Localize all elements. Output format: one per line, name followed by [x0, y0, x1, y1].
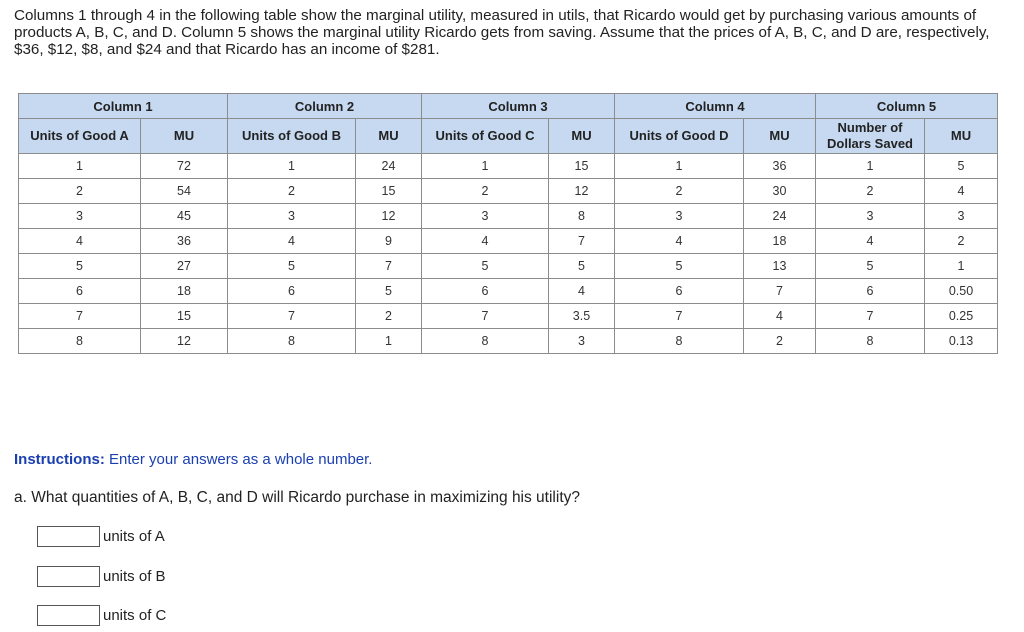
table-cell: 18 [141, 279, 228, 304]
table-cell: 36 [744, 154, 816, 179]
table-cell: 3 [615, 204, 744, 229]
table-cell: 4 [816, 229, 925, 254]
marginal-utility-table-container [18, 93, 998, 354]
table-body [19, 154, 998, 354]
table-cell: 8 [549, 204, 615, 229]
units-b-input[interactable] [37, 566, 100, 587]
answer-row-a [37, 526, 165, 547]
table-cell: 4 [19, 229, 141, 254]
header-units-good-d: Units of Good D [615, 119, 744, 154]
table-cell: 7 [549, 229, 615, 254]
table-row [19, 179, 998, 204]
table-cell: 5 [19, 254, 141, 279]
table-cell: 6 [19, 279, 141, 304]
table-row [19, 329, 998, 354]
table-cell: 8 [615, 329, 744, 354]
header-mu-d: MU [744, 119, 816, 154]
table-cell: 2 [19, 179, 141, 204]
table-cell: 7 [19, 304, 141, 329]
table-cell: 4 [744, 304, 816, 329]
table-cell: 72 [141, 154, 228, 179]
table-cell: 45 [141, 204, 228, 229]
table-cell: 1 [356, 329, 422, 354]
table-row [19, 204, 998, 229]
table-cell: 1 [19, 154, 141, 179]
table-cell: 7 [615, 304, 744, 329]
column-group-5: Column 5 [816, 94, 998, 119]
table-cell: 3 [19, 204, 141, 229]
table-row [19, 229, 998, 254]
column-group-1: Column 1 [19, 94, 228, 119]
table-cell: 5 [925, 154, 998, 179]
table-cell: 1 [925, 254, 998, 279]
units-a-input[interactable] [37, 526, 100, 547]
table-cell: 3 [925, 204, 998, 229]
table-cell: 13 [744, 254, 816, 279]
units-a-label: units of A [103, 528, 165, 545]
table-cell: 8 [228, 329, 356, 354]
table-cell: 12 [356, 204, 422, 229]
table-cell: 2 [228, 179, 356, 204]
table-cell: 3 [422, 204, 549, 229]
table-cell: 4 [925, 179, 998, 204]
table-row [19, 254, 998, 279]
header-mu-a: MU [141, 119, 228, 154]
column-group-row [19, 94, 998, 119]
table-cell: 7 [744, 279, 816, 304]
table-cell: 6 [228, 279, 356, 304]
table-cell: 12 [549, 179, 615, 204]
table-cell: 6 [422, 279, 549, 304]
table-cell: 54 [141, 179, 228, 204]
header-dollars-saved: Number of Dollars Saved [816, 119, 925, 154]
problem-intro: Columns 1 through 4 in the following table show the marginal utility, measured in utils, that Ricardo would get by purchasing various amounts of products A, B, C, and D. Column 5 shows the marginal utility Ricardo gets from saving. Assume that the prices of A, B, C, and D are, respectively, $36, $12, $8, and $24 and that Ricardo has an income of $281. [14, 7, 990, 58]
table-cell: 12 [141, 329, 228, 354]
column-header-row [19, 119, 998, 154]
instructions-text: Enter your answers as a whole number. [104, 451, 373, 468]
table-cell: 7 [422, 304, 549, 329]
table-cell: 1 [816, 154, 925, 179]
table-cell: 15 [141, 304, 228, 329]
header-mu-saving: MU [925, 119, 998, 154]
column-group-3: Column 3 [422, 94, 615, 119]
table-row [19, 154, 998, 179]
table-cell: 30 [744, 179, 816, 204]
table-cell: 2 [925, 229, 998, 254]
table-cell: 15 [549, 154, 615, 179]
table-cell: 4 [228, 229, 356, 254]
header-units-good-a: Units of Good A [19, 119, 141, 154]
table-cell: 2 [615, 179, 744, 204]
table-cell: 7 [228, 304, 356, 329]
table-cell: 0.13 [925, 329, 998, 354]
units-c-input[interactable] [37, 605, 100, 626]
table-cell: 3 [549, 329, 615, 354]
table-cell: 36 [141, 229, 228, 254]
table-row [19, 279, 998, 304]
table-cell: 8 [816, 329, 925, 354]
column-group-2: Column 2 [228, 94, 422, 119]
table-cell: 4 [422, 229, 549, 254]
units-b-label: units of B [103, 568, 166, 585]
question-a: a. What quantities of A, B, C, and D will Ricardo purchase in maximizing his utility? [14, 489, 580, 506]
table-cell: 7 [356, 254, 422, 279]
table-cell: 24 [744, 204, 816, 229]
table-cell: 6 [615, 279, 744, 304]
table-cell: 5 [422, 254, 549, 279]
table-cell: 3 [816, 204, 925, 229]
header-mu-c: MU [549, 119, 615, 154]
table-cell: 8 [19, 329, 141, 354]
header-mu-b: MU [356, 119, 422, 154]
table-cell: 0.25 [925, 304, 998, 329]
header-units-good-b: Units of Good B [228, 119, 356, 154]
units-c-label: units of C [103, 607, 167, 624]
table-row [19, 304, 998, 329]
column-group-4: Column 4 [615, 94, 816, 119]
marginal-utility-table [18, 93, 998, 354]
table-cell: 3.5 [549, 304, 615, 329]
table-cell: 27 [141, 254, 228, 279]
answer-row-b [37, 566, 166, 587]
table-cell: 5 [549, 254, 615, 279]
table-cell: 4 [615, 229, 744, 254]
table-cell: 2 [816, 179, 925, 204]
table-cell: 9 [356, 229, 422, 254]
table-cell: 2 [744, 329, 816, 354]
table-cell: 24 [356, 154, 422, 179]
table-cell: 5 [615, 254, 744, 279]
table-cell: 5 [228, 254, 356, 279]
table-cell: 2 [422, 179, 549, 204]
table-cell: 3 [228, 204, 356, 229]
table-cell: 8 [422, 329, 549, 354]
table-cell: 1 [228, 154, 356, 179]
instructions [14, 451, 372, 468]
table-cell: 15 [356, 179, 422, 204]
table-cell: 18 [744, 229, 816, 254]
table-cell: 5 [356, 279, 422, 304]
table-cell: 5 [816, 254, 925, 279]
table-cell: 2 [356, 304, 422, 329]
instructions-label: Instructions: [14, 451, 105, 468]
table-cell: 1 [422, 154, 549, 179]
table-cell: 4 [549, 279, 615, 304]
header-units-good-c: Units of Good C [422, 119, 549, 154]
table-cell: 0.50 [925, 279, 998, 304]
table-cell: 6 [816, 279, 925, 304]
answer-row-c [37, 605, 166, 626]
table-cell: 1 [615, 154, 744, 179]
table-cell: 7 [816, 304, 925, 329]
